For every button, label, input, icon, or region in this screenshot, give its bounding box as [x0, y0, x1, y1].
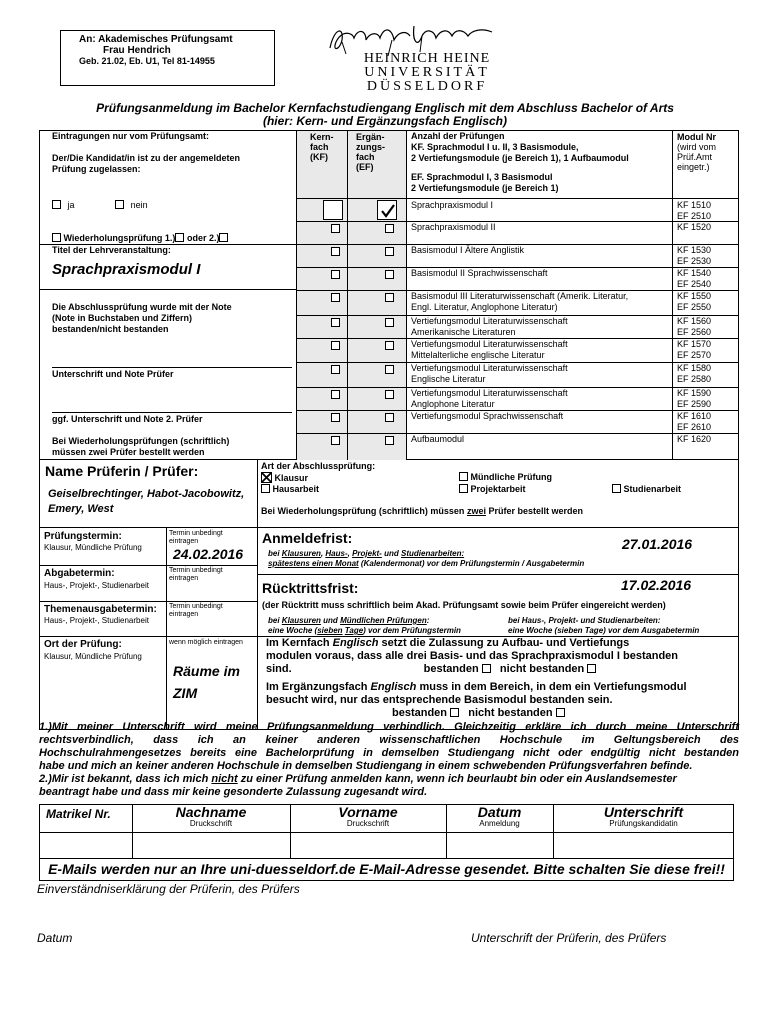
module-4-kf-checkbox[interactable] — [331, 293, 340, 302]
th-sub: Haus-, Projekt-, Studienarbeit — [44, 616, 149, 625]
module-4-ef-checkbox[interactable] — [385, 293, 394, 302]
declaration-l4: habe und mich an keiner anderen Hochschule in demselben Studiengang in einem schwebenden Prüfungsverfahren befinde. — [39, 760, 693, 772]
ef-header-1: Ergän- — [356, 132, 385, 142]
course-title-label: Titel der Lehrveranstaltung: — [52, 245, 171, 255]
module-7-nr-line: KF 1580 — [677, 363, 712, 373]
ort-note: wenn möglich eintragen — [169, 639, 243, 646]
anm-note-u4: Studienarbeiten: — [401, 549, 465, 558]
module-6-nr-line: EF 2570 — [677, 350, 712, 360]
kf1-i: Englisch — [332, 637, 379, 649]
grade-label — [52, 302, 232, 335]
declaration-l6: beantragt habe und dass mir keine gesonderte Zulassung zugesandt wird. — [39, 786, 428, 798]
consent-label: Einverständniserklärung der Prüferin, des Prüfers — [37, 882, 300, 896]
grade-line-1: Die Abschlussprüfung wurde mit der Note — [52, 302, 232, 312]
ab-sub: Haus-, Projekt-, Studienarbeit — [44, 581, 149, 590]
module-7-nr-line: EF 2580 — [677, 374, 712, 384]
ab-note-2: eintragen — [169, 575, 199, 582]
unterschrift-header: Unterschrift — [603, 804, 684, 820]
ef-header-3: fach — [356, 152, 375, 162]
module-5-nr — [677, 316, 711, 338]
module-6-ef-checkbox[interactable] — [385, 341, 394, 350]
module-3-nr-line: KF 1540 — [677, 268, 712, 278]
module-5-name-line: Amerikanische Literaturen — [411, 327, 516, 337]
vorname-input[interactable] — [291, 833, 446, 858]
module-2-kf-checkbox[interactable] — [331, 247, 340, 256]
count-header-1: Anzahl der Prüfungen — [411, 131, 505, 141]
nachname-input[interactable] — [133, 833, 290, 858]
footer-date-label: Datum — [37, 931, 73, 945]
rt-note-b — [508, 616, 699, 636]
muendlich-checkbox[interactable] — [459, 472, 468, 481]
module-9-nr-line: KF 1610 — [677, 411, 712, 421]
declaration-l3: Hochschulrahmengesetzes bereits eine Bachelorprüfung in demselben Studiengang nicht oder endgültig nicht bestanden — [39, 747, 739, 759]
module-1-nr-line: KF 1520 — [677, 222, 712, 232]
ef-bestanden-checkbox[interactable] — [450, 708, 459, 717]
kf-header — [310, 132, 334, 162]
muendlich-label: Mündliche Prüfung — [470, 472, 553, 482]
projekt-label: Projektarbeit — [470, 484, 526, 494]
admitted-label — [52, 153, 240, 175]
module-4-nr-line: KF 1550 — [677, 291, 712, 301]
footer-signature-label: Unterschrift der Prüferin, des Prüfers — [471, 931, 667, 945]
count-header-5: 2 Vertiefungsmodule (je Bereich 1) — [411, 183, 559, 193]
address-box — [60, 30, 275, 86]
module-8-name-line: Anglophone Literatur — [411, 399, 495, 409]
ef-nicht-bestanden-checkbox[interactable] — [556, 708, 565, 717]
repeat-or-label: oder 2.) — [186, 233, 220, 243]
repeat-1-checkbox[interactable] — [52, 233, 61, 242]
vorname-sub: Druckschrift — [346, 819, 390, 828]
repeat-exam-row — [52, 233, 228, 243]
module-9-name-line: Vertiefungsmodul Sprachwissenschaft — [411, 411, 564, 421]
ef-header-2: zungs- — [356, 142, 385, 152]
kf3-b: bestanden — [423, 663, 479, 675]
repeat-1b-checkbox[interactable] — [175, 233, 184, 242]
th-note-2: eintragen — [169, 611, 199, 618]
email-notice: E-Mails werden nur an Ihre uni-duesseldorf.de E-Mail-Adresse gesendet. Bitte schalten Sie diese frei!! — [48, 861, 725, 877]
anm-note2-post: (Kalendermonat) vor dem Prüfungstermin / Ausgabetermin — [360, 559, 585, 568]
anm-note2-u: spätestens einen Monat — [268, 559, 359, 568]
anm-value: 27.01.2016 — [622, 536, 693, 552]
module-1-name-line: Sprachpraxismodul II — [411, 222, 496, 232]
rt-a1-u1: Klausuren — [281, 616, 321, 625]
rt-value: 17.02.2016 — [621, 577, 692, 593]
count-header-4: EF. Sprachmodul I, 3 Basismodul — [411, 172, 553, 182]
exam-type-klausur — [261, 472, 308, 483]
admitted-line-2: Prüfung zugelassen: — [52, 164, 141, 174]
klausur-checkbox-checked[interactable] — [261, 472, 272, 483]
ef-condition — [266, 681, 736, 720]
declaration-l1: 1.)Mit meiner Unterschrift wird meine Prüfungsanmeldung verbindlich. Gleichzeitig erkläre ich durch meine Unterschrift — [39, 721, 739, 733]
nachname-header: Nachname — [175, 804, 247, 820]
module-3-nr — [677, 268, 711, 290]
grade-line-2: (Note in Buchstaben und Ziffern) — [52, 313, 192, 323]
office-header: Eintragungen nur vom Prüfungsamt: — [52, 131, 210, 141]
count-header-3: 2 Vertiefungsmodule (je Bereich 1), 1 Aufbaumodul — [411, 153, 629, 163]
datum-input[interactable] — [447, 833, 553, 858]
rt-note: (der Rücktritt muss schriftlich beim Akad. Prüfungsamt sowie beim Prüfer eingereicht werden) — [262, 600, 666, 610]
module-6-name-line: Mittelalterliche englische Literatur — [411, 350, 545, 360]
module-6-kf-checkbox[interactable] — [331, 341, 340, 350]
module-8-ef-checkbox[interactable] — [385, 390, 394, 399]
module-10-nr — [677, 434, 711, 445]
ort-value — [173, 660, 240, 704]
module-8-nr — [677, 388, 711, 410]
module-4-name — [411, 291, 628, 313]
module-nr-header-1: Modul Nr — [677, 132, 716, 142]
ab-note-1: Termin unbedingt — [169, 567, 223, 574]
ort-value-2: ZIM — [173, 685, 198, 701]
matrikel-header: Matrikel Nr. — [46, 807, 111, 821]
rt-a2-u: sieben — [317, 626, 343, 635]
anm-note-u3: Projekt- — [352, 549, 382, 558]
kf2: modulen voraus, dass alle drei Basis- und das Sprachpraxismodul I bestanden — [266, 650, 679, 662]
rt-a2-mid: Tage — [344, 626, 364, 635]
module-10-ef-checkbox[interactable] — [385, 436, 394, 445]
module-5-ef-checkbox[interactable] — [385, 318, 394, 327]
module-1-kf-checkbox[interactable] — [331, 224, 340, 233]
ef1-pre: Im Ergänzungsfach — [266, 681, 368, 693]
ja-checkbox[interactable] — [52, 200, 61, 209]
address-line-3: Geb. 21.02, Eb. U1, Tel 81-14955 — [79, 56, 215, 66]
repeat-examiners-post: Prüfer bestellt werden — [488, 506, 584, 516]
nachname-sub: Druckschrift — [189, 819, 233, 828]
module-5-name-line: Vertiefungsmodul Literaturwissenschaft — [411, 316, 568, 326]
anm-note-mid: und — [384, 549, 399, 558]
declaration-l2: rechtsverbindlich, dass ich an keiner anderen wissenschaftlichen Hochschule im Geltungsbereich des — [39, 734, 739, 746]
rt-a2-post: ) vor dem Prüfungstermin — [363, 626, 461, 635]
logo-line-2: UNIVERSITÄT — [364, 65, 490, 80]
module-nr-header-4: eingetr.) — [677, 162, 710, 172]
declaration-text — [39, 721, 739, 799]
rt-b2: eine Woche (sieben Tage) vor dem Ausgabetermin — [508, 626, 700, 635]
module-0-nr-line: KF 1510 — [677, 200, 712, 210]
module-3-nr-line: EF 2540 — [677, 279, 712, 289]
address-line-2: Frau Hendrich — [103, 45, 171, 56]
pt-value: 24.02.2016 — [173, 546, 244, 562]
kf-header-2: fach — [310, 142, 329, 152]
ef-header — [356, 132, 385, 172]
module-10-nr-line: KF 1620 — [677, 434, 712, 444]
module-8-name — [411, 388, 568, 410]
module-2-nr-line: KF 1530 — [677, 245, 712, 255]
studien-checkbox[interactable] — [612, 484, 621, 493]
module-nr-header-2: (wird vom — [677, 142, 717, 152]
pt-label: Prüfungstermin: — [44, 531, 122, 542]
matrikel-input[interactable] — [40, 833, 132, 858]
ef3-b: bestanden — [392, 707, 448, 719]
rt-a1-pre: bei — [268, 616, 280, 625]
module-10-kf-checkbox[interactable] — [331, 436, 340, 445]
module-9-ef-checkbox[interactable] — [385, 413, 394, 422]
th-note-1: Termin unbedingt — [169, 603, 223, 610]
ef3-nb: nicht bestanden — [468, 707, 553, 719]
th-note — [169, 602, 223, 618]
ort-sub: Klausur, Mündliche Prüfung — [44, 652, 142, 661]
repeat-examiners-pre: Bei Wiederholungsprüfung (schriftlich) müssen — [261, 506, 465, 516]
module-0-name-line: Sprachpraxismodul I — [411, 200, 494, 210]
kf1-post: setzt die Zulassung zu Aufbau- und Vertiefungs — [381, 637, 630, 649]
module-3-name — [411, 268, 548, 279]
examiner-names-2: Emery, West — [48, 503, 114, 515]
module-nr-header — [677, 132, 716, 172]
ort-label: Ort der Prüfung: — [44, 639, 122, 650]
module-10-name-line: Aufbaumodul — [411, 434, 465, 444]
module-7-name-line: Englische Literatur — [411, 374, 486, 384]
module-9-name — [411, 411, 563, 422]
datum-header: Datum — [477, 804, 522, 820]
exam-type-label: Art der Abschlussprüfung: — [261, 461, 376, 471]
exam-type-hausarbeit — [261, 484, 319, 494]
kf-bestanden-checkbox[interactable] — [482, 664, 491, 673]
module-1-nr — [677, 222, 711, 233]
ef1-i: Englisch — [370, 681, 417, 693]
ef-header-4: (EF) — [356, 162, 374, 172]
exam-count-header — [411, 131, 629, 194]
count-header-2: KF. Sprachmodul I u. II, 3 Basismodule, — [411, 142, 579, 152]
module-8-nr-line: EF 2590 — [677, 399, 712, 409]
kf-condition — [266, 637, 736, 676]
anm-label: Anmeldefrist: — [262, 530, 353, 546]
anm-note: bei Klausuren, Haus-, Projekt- und Studienarbeiten: spätestens einen Monat (Kalendermonat) vor dem Prüfungstermin / Ausgabetermin — [268, 549, 585, 568]
university-logo — [322, 18, 502, 98]
rt-a2-pre: eine Woche ( — [268, 626, 318, 635]
studien-label: Studienarbeit — [623, 484, 682, 494]
hausarbeit-label: Hausarbeit — [272, 484, 320, 494]
unterschrift-input[interactable] — [554, 833, 734, 858]
module-1-ef-checkbox[interactable] — [385, 224, 394, 233]
module-6-nr — [677, 339, 711, 361]
kf-header-1: Kern- — [310, 132, 334, 142]
repeat-label: Wiederholungsprüfung 1.) — [63, 233, 176, 243]
logo-line-1: HEINRICH HEINE — [363, 51, 491, 66]
module-0-kf-checkbox[interactable] — [323, 200, 343, 220]
module-5-name — [411, 316, 568, 338]
module-7-name — [411, 363, 568, 385]
hausarbeit-checkbox[interactable] — [261, 484, 270, 493]
module-4-name-line: Engl. Literatur, Anglophone Literatur) — [411, 302, 558, 312]
module-3-ef-checkbox[interactable] — [385, 270, 394, 279]
pt-note-1: Termin unbedingt — [169, 530, 223, 537]
signature-examiner-1: Unterschrift und Note Prüfer — [52, 369, 174, 379]
module-3-kf-checkbox[interactable] — [331, 270, 340, 279]
rt-note-a: bei Klausuren und Mündlichen Prüfungen: eine Woche (sieben Tage) vor dem Prüfungstermin — [268, 616, 461, 635]
examiner-names — [48, 487, 244, 517]
repeat-2-checkbox[interactable] — [219, 233, 228, 242]
module-6-nr-line: KF 1570 — [677, 339, 712, 349]
module-6-name — [411, 339, 568, 361]
examiner-names-1: Geiselbrechtinger, Habot-Jacobowitz, — [48, 488, 245, 500]
ja-label: ja — [67, 200, 75, 210]
kf3-pre: sind. — [266, 663, 292, 675]
module-10-name — [411, 434, 464, 445]
projekt-checkbox[interactable] — [459, 484, 468, 493]
pt-sub: Klausur, Mündliche Prüfung — [44, 543, 142, 552]
module-nr-header-3: Prüf.Amt — [677, 152, 713, 162]
page-title — [0, 102, 770, 128]
rt-label: Rücktrittsfrist: — [262, 580, 359, 596]
module-0-nr — [677, 200, 711, 222]
ort-value-1: Räume im — [173, 663, 240, 679]
declaration-l5-post: zu einer Prüfung anmelden kann, wenn ich beurlaubt bin oder ein Auslandsemester — [240, 773, 677, 785]
anm-note-u2: Haus- — [325, 549, 348, 558]
module-2-name — [411, 245, 524, 256]
rt-a1-mid: und — [323, 616, 338, 625]
module-0-nr-line: EF 2510 — [677, 211, 712, 221]
module-5-kf-checkbox[interactable] — [331, 318, 340, 327]
module-2-nr — [677, 245, 711, 267]
repeat-examiners-note — [261, 506, 583, 516]
grade-line-3: bestanden/nicht bestanden — [52, 324, 169, 334]
examiner-label: Name Prüferin / Prüfer: — [45, 463, 199, 479]
repeat-note — [52, 436, 229, 458]
klausur-label: Klausur — [274, 473, 309, 483]
admitted-line-1: Der/Die Kandidat/in ist zu der angemeldeten — [52, 153, 241, 163]
pt-note — [169, 529, 223, 545]
declaration-l5-u: nicht — [211, 773, 238, 785]
module-7-kf-checkbox[interactable] — [331, 365, 340, 374]
module-4-nr-line: EF 2550 — [677, 302, 712, 312]
checkmark-icon — [378, 201, 398, 221]
repeat-note-line-1: Bei Wiederholungsprüfungen (schriftlich) — [52, 436, 230, 446]
module-5-nr-line: KF 1560 — [677, 316, 712, 326]
exam-type-projekt — [459, 484, 526, 494]
module-4-name-line: Basismodul III Literaturwissenschaft (Amerik. Literatur, — [411, 291, 629, 301]
module-4-nr — [677, 291, 711, 313]
anm-note-u1: Klausuren — [281, 549, 321, 558]
module-2-ef-checkbox[interactable] — [385, 247, 394, 256]
kf1-pre: Im Kernfach — [266, 637, 330, 649]
module-8-nr-line: KF 1590 — [677, 388, 712, 398]
module-5-nr-line: EF 2560 — [677, 327, 712, 337]
th-label: Themenausgabetermin: — [44, 604, 157, 615]
repeat-examiners-u: zwei — [466, 506, 486, 516]
kf3-nb: nicht bestanden — [499, 663, 585, 675]
module-6-name-line: Vertiefungsmodul Literaturwissenschaft — [411, 339, 568, 349]
module-7-ef-checkbox[interactable] — [385, 365, 394, 374]
course-title-value: Sprachpraxismodul I — [52, 261, 201, 278]
module-9-nr — [677, 411, 711, 433]
rt-a1-u2: Mündlichen Prüfungen — [340, 616, 427, 625]
title-line-2: (hier: Kern- und Ergänzungsfach Englisch) — [262, 114, 507, 128]
module-0-name — [411, 200, 493, 211]
anm-note-pre: bei — [268, 549, 280, 558]
exam-type-muendlich — [459, 472, 552, 482]
kf-header-3: (KF) — [310, 152, 328, 162]
admitted-options — [52, 200, 148, 210]
pt-note-2: eintragen — [169, 538, 199, 545]
module-7-name-line: Vertiefungsmodul Literaturwissenschaft — [411, 363, 568, 373]
repeat-note-line-2: müssen zwei Prüfer bestellt werden — [52, 447, 205, 457]
logo-line-3: DÜSSELDORF — [366, 79, 488, 94]
signature-examiner-2: ggf. Unterschrift und Note 2. Prüfer — [52, 414, 203, 424]
title-line-1: Prüfungsanmeldung im Bachelor Kernfachstudiengang Englisch mit dem Abschluss Bachelor of Arts — [96, 101, 674, 115]
ab-label: Abgabetermin: — [44, 568, 115, 579]
ef2: besucht wird, nur das entsprechende Basismodul bestanden sein. — [266, 694, 613, 706]
module-0-ef-checkbox[interactable] — [377, 200, 397, 220]
module-8-kf-checkbox[interactable] — [331, 390, 340, 399]
module-2-nr-line: EF 2530 — [677, 256, 712, 266]
module-2-name-line: Basismodul I Ältere Anglistik — [411, 245, 525, 255]
rt-b1: bei Haus-, Projekt- und Studienarbeiten: — [508, 616, 661, 625]
vorname-header: Vorname — [338, 804, 398, 820]
ab-note — [169, 566, 223, 582]
module-9-nr-line: EF 2610 — [677, 422, 712, 432]
nein-checkbox[interactable] — [115, 200, 124, 209]
module-3-name-line: Basismodul II Sprachwissenschaft — [411, 268, 548, 278]
unterschrift-sub: Prüfungskandidatin — [609, 819, 678, 828]
module-9-kf-checkbox[interactable] — [331, 413, 340, 422]
exam-type-studien — [612, 484, 681, 494]
module-8-name-line: Vertiefungsmodul Literaturwissenschaft — [411, 388, 568, 398]
kf-nicht-bestanden-checkbox[interactable] — [587, 664, 596, 673]
module-1-name — [411, 222, 496, 233]
ef1-post: muss in dem Bereich, in dem ein Vertiefungsmodul — [419, 681, 687, 693]
module-7-nr — [677, 363, 711, 385]
address-line-1: An: Akademisches Prüfungsamt — [79, 34, 233, 45]
nein-label: nein — [130, 200, 148, 210]
declaration-l5-pre: 2.)Mir ist bekannt, dass ich mich — [39, 773, 209, 785]
datum-sub: Anmeldung — [479, 819, 520, 828]
